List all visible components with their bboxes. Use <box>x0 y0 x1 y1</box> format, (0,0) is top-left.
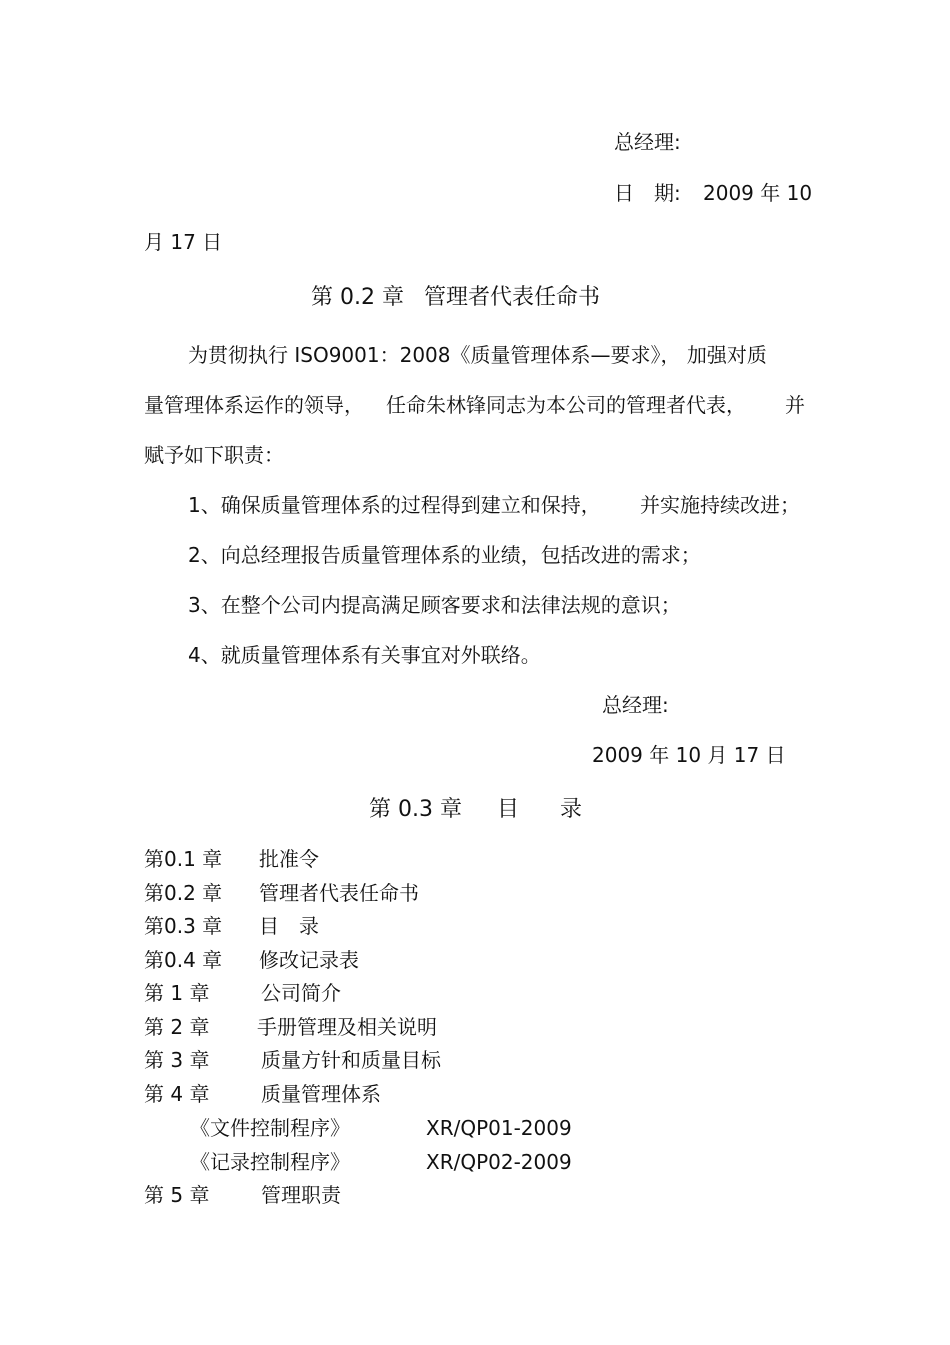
toc-title: 管理职责 <box>261 1183 341 1207</box>
toc-title: 质量方针和质量目标 <box>261 1048 441 1072</box>
toc-procedure-code: XR/QP01-2009 <box>426 1116 572 1140</box>
toc-title: 手册管理及相关说明 <box>257 1015 437 1039</box>
toc-procedure-name: 《记录控制程序》 <box>190 1150 350 1174</box>
appointment-paragraph-line2c: 并 <box>785 393 805 417</box>
toc-title: 公司简介 <box>261 981 341 1005</box>
toc-title: 质量管理体系 <box>261 1082 381 1106</box>
duty-item-2: 2、向总经理报告质量管理体系的业绩，包括改进的需求； <box>188 543 701 567</box>
appointment-paragraph-line2b: 任命朱林锋同志为本公司的管理者代表， <box>386 393 746 417</box>
duty-item-3: 3、在整个公司内提高满足顾客要求和法律法规的意识； <box>188 593 681 617</box>
toc-procedure-code: XR/QP02-2009 <box>426 1150 572 1174</box>
toc-chapter: 第 2 章 <box>144 1015 210 1039</box>
toc-chapter: 第 4 章 <box>144 1082 210 1106</box>
toc-procedure-name: 《文件控制程序》 <box>190 1116 350 1140</box>
duty-item-1: 1、确保质量管理体系的过程得到建立和保持， <box>188 493 601 517</box>
toc-title: 管理者代表任命书 <box>259 881 419 905</box>
chapter-03-number: 第 0.3 章 <box>369 797 462 822</box>
toc-chapter: 第0.3 章 <box>144 914 223 938</box>
toc-chapter: 第 5 章 <box>144 1183 210 1207</box>
general-manager-label: 总经理: <box>614 130 681 154</box>
signature-label: 总经理: <box>602 693 669 717</box>
toc-title: 修改记录表 <box>259 948 359 972</box>
duty-item-1-tail: 并实施持续改进； <box>640 493 800 517</box>
toc-chapter: 第 1 章 <box>144 981 210 1005</box>
toc-chapter: 第0.1 章 <box>144 847 223 871</box>
date-continuation: 月 17 日 <box>144 230 223 254</box>
appointment-paragraph-line2a: 量管理体系运作的领导， <box>144 393 364 417</box>
signature-date: 2009 年 10 月 17 日 <box>592 743 786 767</box>
toc-chapter: 第0.4 章 <box>144 948 223 972</box>
duty-item-4: 4、就质量管理体系有关事宜对外联络。 <box>188 643 541 667</box>
toc-chapter: 第 3 章 <box>144 1048 210 1072</box>
appointment-paragraph-line1: 为贯彻执行 ISO9001：2008《质量管理体系—要求》， 加强对质 <box>188 343 767 367</box>
toc-title: 批准令 <box>259 847 319 871</box>
toc-chapter: 第0.2 章 <box>144 881 223 905</box>
appointment-paragraph-line3: 赋予如下职责： <box>144 443 284 467</box>
date-value: 2009 年 10 <box>703 181 813 205</box>
toc-title: 目 录 <box>259 914 319 938</box>
chapter-03-title-a: 目 <box>497 797 520 822</box>
chapter-02-title: 管理者代表任命书 <box>424 285 601 310</box>
chapter-02-number: 第 0.2 章 <box>311 285 404 310</box>
date-label: 日 期: <box>614 181 681 205</box>
chapter-03-title-b: 录 <box>560 797 583 822</box>
